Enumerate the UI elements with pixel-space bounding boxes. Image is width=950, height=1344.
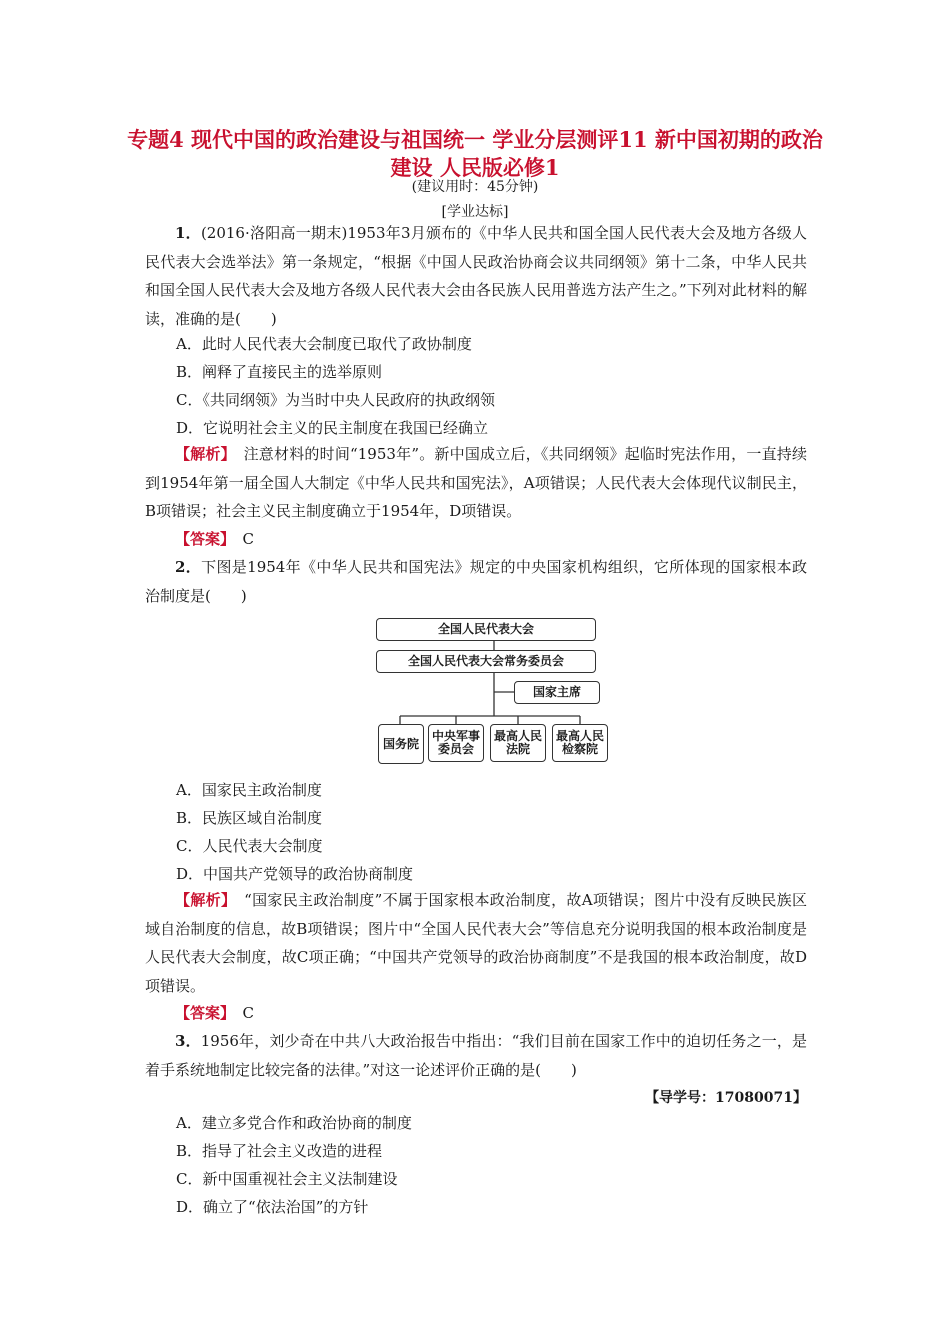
question-number: 2． [175,558,202,576]
answer-value: C [242,1004,255,1022]
suggested-time: (建议用时：45分钟) [411,179,539,195]
analysis-text: 注意材料的时间“1953年”。新中国成立后，《共同纲领》起临时宪法作用，一直持续到1954年第一届全国人大制定《中华人民共和国宪法》，A项错误；人民代表大会体现代议制民主，B项错误；社会主义民主制度确立于1954年，D项错误。 [145,445,807,520]
question-2-stem [145,553,807,610]
question-3-stem [145,1027,807,1084]
analysis-label: 【解析】 [175,891,229,909]
diagram-box-npc-standing-committee: 全国人民代表大会常务委员会 [376,650,596,673]
analysis-text: “国家民主政治制度”不属于国家根本政治制度，故A项错误；图片中没有反映民族区域自治制度的信息，故B项错误；图片中“全国人民代表大会”等信息充分说明我国的根本政治制度是人民代表大会制度，故C项正确；“中国共产党领导的政治协商制度”不是我国的根本政治制度，故D项错误。 [145,891,807,995]
section-heading: [学业达标] [441,204,509,220]
diagram-box-state-president: 国家主席 [514,681,600,704]
question-1-option-c: C．《共同纲领》为当时中央人民政府的执政纲领 [176,391,495,409]
question-1-answer [145,525,807,554]
question-2-option-b: B．民族区域自治制度 [176,809,323,827]
question-2-answer [145,999,807,1028]
diagram-box-state-council: 国务院 [378,724,424,764]
question-1-option-a: A．此时人民代表大会制度已取代了政协制度 [176,335,472,353]
question-text: 1956年，刘少奇在中共八大政治报告中指出：“我们目前在国家工作中的迫切任务之一，是着手系统地制定比较完备的法律。”对这一论述评价正确的是( ) [145,1032,807,1079]
diagram-box-npc: 全国人民代表大会 [376,618,596,641]
diagram-box-central-military-commission: 中央军事委员会 [428,724,484,762]
question-text: (2016·洛阳高一期末)1953年3月颁布的《中华人民共和国全国人民代表大会及地方各级人民代表大会选举法》第一条规定，“根据《中国人民政治协商会议共同纲领》第十二条，中华人民共和国全国人民代表大会及地方各级人民代表大会由各民族人民用普选方法产生之。”下列对此材料的解读，准确的是( ) [145,224,807,328]
question-number: 1． [175,224,201,242]
question-3-option-d: D．确立了“依法治国”的方针 [176,1198,369,1216]
page-title: 专题4 现代中国的政治建设与祖国统一 学业分层测评11 新中国初期的政治建设 人民版必修1 [127,127,823,180]
answer-label: 【答案】 [175,1004,228,1022]
question-text: 下图是1954年《中华人民共和国宪法》规定的中央国家机构组织，它所体现的国家根本政治制度是( ) [145,558,807,605]
analysis-label: 【解析】 [175,445,229,463]
question-3-option-b: B．指导了社会主义改造的进程 [176,1142,383,1160]
question-2-option-c: C．人民代表大会制度 [176,837,323,855]
question-2-option-d: D．中国共产党领导的政治协商制度 [176,865,414,883]
question-1-option-d: D．它说明社会主义的民主制度在我国已经确立 [176,419,489,437]
question-1-option-b: B．阐释了直接民主的选举原则 [176,363,383,381]
guide-number: 【导学号：17080071】 [645,1090,807,1106]
question-1-analysis [145,440,807,526]
answer-value: C [242,530,255,548]
question-3-option-a: A．建立多党合作和政治协商的制度 [176,1114,412,1132]
state-organization-diagram [376,618,612,768]
question-3-option-c: C．新中国重视社会主义法制建设 [176,1170,398,1188]
question-2-option-a: A．国家民主政治制度 [176,781,322,799]
diagram-box-supreme-court: 最高人民法院 [490,724,546,762]
question-2-analysis [145,886,807,1000]
question-number: 3． [175,1032,201,1050]
answer-label: 【答案】 [175,530,228,548]
question-1-stem [145,219,807,333]
diagram-box-supreme-procuratorate: 最高人民检察院 [552,724,608,762]
